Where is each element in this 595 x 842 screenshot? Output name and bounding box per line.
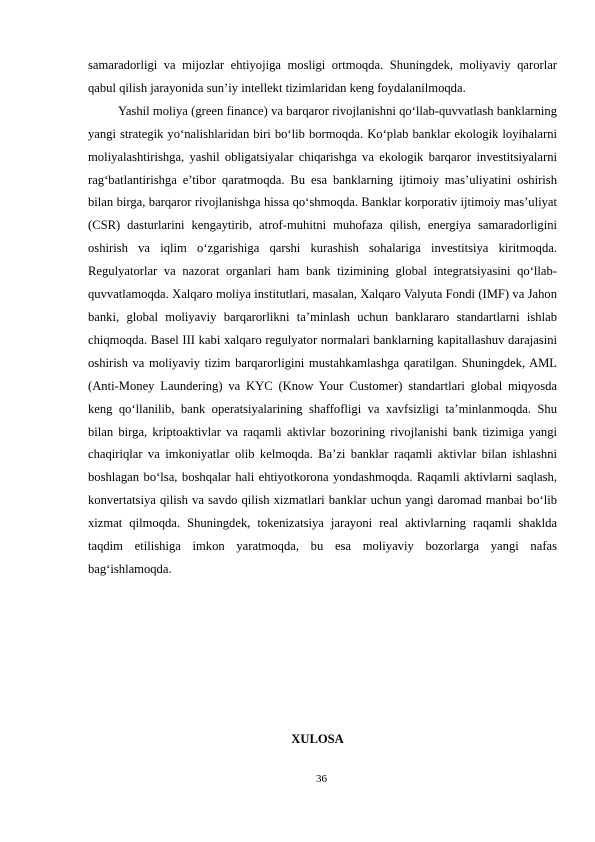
page-number: 36	[316, 773, 327, 785]
paragraph-continuation: samaradorligi va mijozlar ehtiyojiga mosligi ortmoqda. Shuningdek, moliyaviy qarorlar qabul qilish jarayonida sun’iy intellekt tizimlaridan keng foydalanilmoqda.	[88, 58, 557, 95]
section-heading: XULOSA	[291, 732, 344, 746]
page-body	[88, 54, 557, 581]
paragraph-green-finance: Yashil moliya (green finance) va barqaror rivojlanishni qo‘llab-quvvatlash banklarning yangi strategik yo‘nalishlaridan biri bo‘lib bormoqda. Ko‘plab banklar ekologik loyihalarni moliyalashtirishga, yashil obligatsiyalar chiqarishga va ekologik barqaror investitsiyalarni rag‘batlantirishga e’tibor qaratmoqda. Bu esa banklarning ijtimoiy mas’uliyatini oshirish bilan birga, barqaror rivojlanishga hissa qo‘shmoqda. Banklar korporativ ijtimoiy mas’uliyat (CSR) dasturlarini kengaytirib, atrof-muhitni muhofaza qilish, energiya samaradorligini oshirish va iqlim o‘zgarishiga qarshi kurashish sohalariga investitsiya kiritmoqda. Regulyatorlar va nazorat organlari ham bank tizimining global integratsiyasini qo‘llab-quvvatlamoqda. Xalqaro moliya institutlari, masalan, Xalqaro Valyuta Fondi (IMF) va Jahon banki, global moliyaviy barqarorlikni ta’minlash uchun banklararo standartlarni ishlab chiqmoqda. Basel III kabi xalqaro regulyator normalari banklarning kapitallashuv darajasini oshirish va moliyaviy tizim barqarorligini mustahkamlashga qaratilgan. Shuningdek, AML (Anti-Money Laundering) va KYC (Know Your Customer) standartlari global miqyosda keng qo‘llanilib, bank operatsiyalarining shaffofligi va xavfsizligi ta’minlanmoqda. Shu bilan birga, kriptoaktivlar va raqamli aktivlar bozorining rivojlanishi bank tizimiga yangi chaqiriqlar va imkoniyatlar olib kelmoqda. Ba’zi banklar raqamli aktivlar bilan ishlashni boshlagan bo‘lsa, boshqalar hali ehtiyotkorona yondashmoqda. Raqamli aktivlarni saqlash, konvertatsiya qilish va savdo qilish xizmatlari banklar uchun yangi daromad manbai bo‘lib xizmat qilmoqda. Shuningdek, tokenizatsiya jarayoni real aktivlarning raqamli shaklda taqdim etilishiga imkon yaratmoqda, bu esa moliyaviy bozorlarga yangi nafas bag‘ishlamoqda.	[88, 103, 557, 576]
